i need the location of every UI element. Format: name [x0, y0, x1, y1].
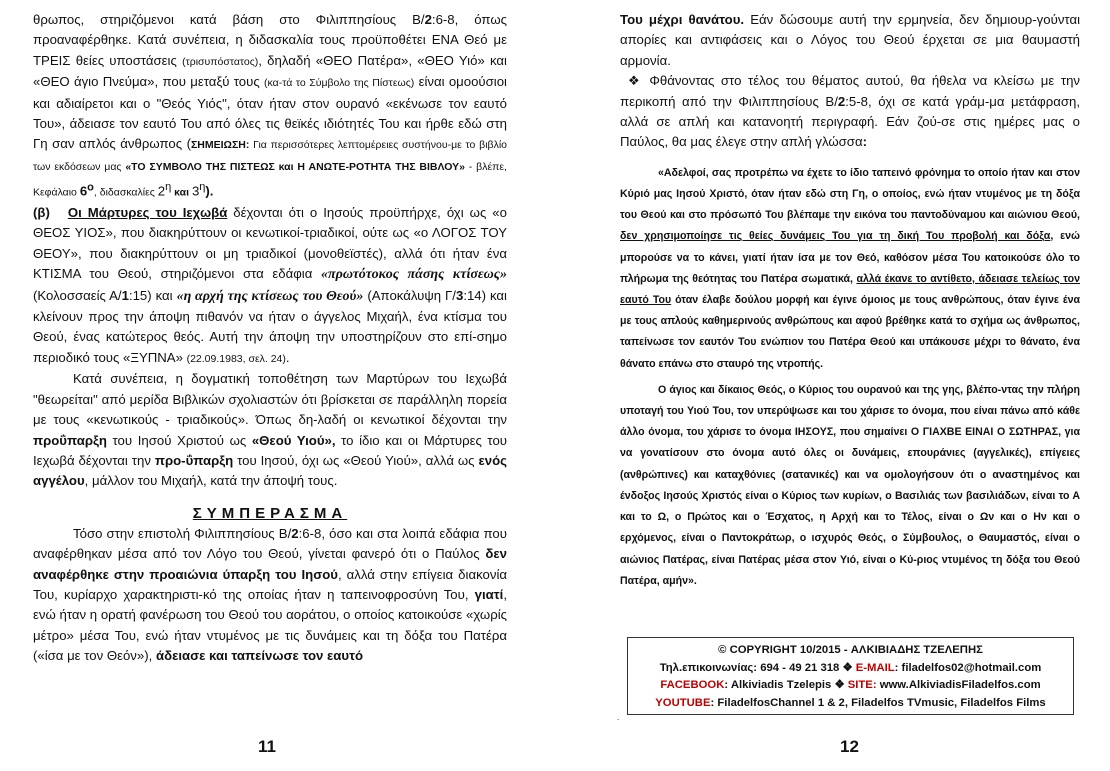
copyright-box — [627, 637, 1074, 715]
contact-line: Τηλ.επικοινωνίας: 694 - 49 21 318 ❖ E-MAIL: filadelfos02@hotmail.com — [659, 661, 1042, 674]
email-link[interactable]: : filadelfos02@hotmail.com — [894, 661, 1042, 674]
paragraph-closing-intro: ❖ Φθάνοντας στο τέλος του θέματος αυτού, θα ήθελα να κλείσω με την περικοπή από την Φιλιππησίους Β/2:5-8, όχι σε κατά γράμ-μα μετάφραση, αλλά σε απλή και κατανοητή περιγραφή. Εάν ζού-σε στις ημέρες μας ο Παύλος, θα μας έλεγε στην απλή γλώσσα: — [620, 73, 1080, 150]
paragraph-jehovah-witnesses: (β) Οι Μάρτυρες του Ιεχωβά δέχονται ότι ο Ιησούς προϋπήρχε, όχι ως «ο ΘΕΟΣ ΥΙΟΣ», που διακηρύττουν οι κενωτικοί-τριαδικοί, ούτε ως «ο ΛΟΓΟΣ ΤΟΥ ΘΕΟΥ», που διακηρύττουν οι μη τριαδικοί (μονοθεϊστές), αλλά ότι ήταν ένα ΚΤΙΣΜΑ του Θεού, στηριζόμενοι στα εδάφια «πρωτότοκος πάσης κτίσεως» (Κολοσσαείς Α/1:15) και «η αρχή της κτίσεως του Θεού» (Αποκάλυψη Γ/3:14) και κλείνουν προς την άποψη πιθανόν να ήταν ο άγγελος Μιχαήλ, ένα κτίσμα του Θεού, ένας κατώτερος θεός. Αυτή την άποψη την υποστηρίζουν στο επί-σημο περιοδικό τους «ΞΥΠΝΑ» (22.09.1983, σελ. 24). — [33, 205, 507, 365]
bullet-icon: ❖ — [628, 73, 643, 89]
page-number-right: 12 — [840, 737, 859, 756]
section-title: Οι Μάρτυρες του Ιεχωβά — [67, 205, 228, 221]
paragraph-trinitarian: θρωπος, στηριζόμενοι κατά βάση στο Φιλιππησίους Β/2:6-8, όπως προαναφέρθηκε. Κατά συνέπεια, η διδασκαλία τους προϋποθέτει ΕΝΑ Θεό με ΤΡΕΙΣ θείες υποστάσεις (τρισυπόστατος), δηλαδή «ΘΕΟ Πατέρα», «ΘΕΟ Υιό» και «ΘΕΟ άγιο Πνεύμα», που μεταξύ τους (κα-τά το Σύμβολο της Πίστεως) είναι ομοούσιοι και αδιαίρετοι και ο "Θεός Υιός", όταν ήταν στον ουρανό «εκένωσε τον εαυτό Του», άδειασε τον εαυτό Του από όλες τις θεϊκές ιδιότητές Του και ήρθε εδώ στη Γη σαν απλός άνθρωπος (ΣΗΜΕΙΩΣΗ: Για περισσότερες λεπτομέρειες συστήνου-με το βιβλίο των εκδόσεων μας «ΤΟ ΣΥΜΒΟΛΟ ΤΗΣ ΠΙΣΤΕΩΣ και Η ΑΝΩΤΕ-ΡΟΤΗΤΑ ΤΗΣ ΒΙΒΛΟΥ» - βλέπε, Κεφάλαιο $6^o$, διδασκαλίες $2^\eta$ και $3^\eta$). — [33, 12, 508, 199]
social-line: FACEBOOK: Alkiviadis Tzelepis ❖ SITE: www.AlkiviadisFiladelfos.com — [660, 679, 1041, 691]
list-label: (β) — [33, 205, 50, 221]
paraphrase-quote — [620, 163, 1080, 592]
conclusion-heading: ΣΥΜΠΕΡΑΣΜΑ — [192, 504, 348, 522]
quote-paragraph-1: «Αδελφοί, σας προτρέπω να έχετε το ίδιο ταπεινό φρόνημα το οποίο ήταν και στον Κύριό μας Ιησού Χριστό, όταν ήταν εδώ στη Γη, ο οποίος, ενώ ήταν ντυμένος με τη δόξα του Θεού και στο πρόσωπό Του βλέπαμε την εικόνα του παντοδύναμου και αιώνιου Θεού, δεν χρησιμοποίησε τις θείες δυνάμεις Του για τη δική Του προβολή και δόξα, ενώ μπορούσε να το κάνει, γιατί ήταν ίσα με τον Θεό, καθόσον μέσα Του κατοικούσε όλο το πλήρωμα της θεότητας του Πατέρα σωματικά, αλλά έκανε το αντίθετο, άδειασε τελείως τον εαυτό Του όταν έλαβε δούλου μορφή και έγινε όμοιος με τους ανθρώπους, όταν έγινε ένα με τους απλούς καθημερινούς ανθρώπους και αφού βρέθηκε κατά το σχήμα ως άνθρωπος, ταπείνωσε τον εαυτόν Του ενώπιον του Πατέρα Θεού και υπάκουσε μέχρι το θάνατο, ένα θάνατο επάνω στο σταυρό της ντροπής. — [620, 166, 1081, 370]
youtube-line: YOUTUBE: FiladelfosChannel 1 & 2, Filadelfos TVmusic, Filadelfos Films — [655, 696, 1046, 709]
note-label: ΣΗΜΕΙΩΣΗ: — [190, 139, 250, 152]
copyright-icon: © — [718, 644, 727, 656]
phone-number[interactable]: 694 - 49 21 318 — [760, 661, 840, 674]
left-column — [33, 10, 507, 667]
stray-dot: . — [617, 713, 620, 722]
youtube-link[interactable]: : FiladelfosChannel 1 & 2, Filadelfos TVmusic, Filadelfos Films — [710, 696, 1046, 709]
quote-paragraph-2: Ο άγιος και δίκαιος Θεός, ο Κύριος του ουρανού και της γης, βλέπο-ντας την πλήρη υποταγή του Υιού Του, τον υπερύψωσε και του χάρισε το όνομα, που είναι πάνω από κάθε άλλο όνομα, του χάρισε το όνομα ΙΗΣΟΥΣ, που σημαίνει Ο ΓΙΑΧΒΕ ΕΙΝΑΙ Ο ΣΩΤΗΡΑΣ, για να γονατίσουν στο όνομα αυτό όλες οι δυνάμεις, επουράνιες (αγγελικές), επίγειες (ανθρώπινες) και καταχθόνιες (σατανικές) και να ομολογήσουν ότι ο αναστημένος και ένδοξος Ιησούς Χριστός είναι ο Κύριος των κυρίων, ο Βασιλιάς των βασιλιάδων, είναι το Α και το Ω, ο Πρώτος και ο Έσχατος, η Αρχή και το Τέλος, είναι ο Ων και ο Ην και ο ερχόμενος, είναι ο Παντοκράτωρ, ο ισχυρός Θεός, ο Σύμβουλος, ο Θαυμαστός, είναι ο αιώνιος Πατέρας, είναι Πατέρας μέσα στον Υιό, είναι ο Κύ-ριος ντυμένος τη δόξα του Θεού Πατέρα, αμήν». — [620, 383, 1080, 587]
book-title: «ΤΟ ΣΥΜΒΟΛΟ ΤΗΣ ΠΙΣΤΕΩΣ και Η ΑΝΩΤΕ-ΡΟΤΗΤΑ ΤΗΣ ΒΙΒΛΟΥ» — [125, 160, 465, 173]
facebook-link[interactable]: : Alkiviadis Tzelepis — [724, 679, 832, 691]
paragraph-consequence: Κατά συνέπεια, η δογματική τοποθέτηση των Μαρτύρων του Ιεχωβά "θεωρείται" από μερίδα Βιβλικών σχολιαστών ότι βρίσκεται σε παράλληλη πορεία με τους «κενωτικούς - τριαδικούς». Όπως δη-λαδή οι κενωτικοί δέχονται την προΰπαρξη του Ιησού Χριστού ως «Θεού Υιού», το ίδιο και οι Μάρτυρες του Ιεχωβά δέχονται την προ-ΰπαρξη του Ιησού, όχι ως «Θεού Υιού», αλλά ως ενός αγγέλου, μάλλον του Μιχαήλ, κατά την άποψή τους. — [33, 371, 507, 489]
page-number-left: 11 — [258, 737, 276, 756]
paragraph-conclusion: Τόσο στην επιστολή Φιλιππησίους Β/2:6-8, όσο και στα λοιπά εδάφια που αναφέρθηκαν μέσα από τον Λόγο του Θεού, γίνεται φανερό ότι ο Παύλος δεν αναφέρθηκε στην προαιώνια ύπαρξη του Ιησού, αλλά στην επίγεια διακονία Του, κυρίαρχο χαρακτηριστι-κό της οποίας ήταν η ταπεινοφροσύνη Του, γιατί, ενώ ήταν η ορατή φανέρωση του Θεού του αοράτου, ο οποίος κατοικούσε «χωρίς μέτρο» μέσα Του, ενώ ήταν ντυμένος με τις δυνάμεις και τη δόξα του Πατέρα («ίσα με τον Θεόν»), άδειασε και ταπείνωσε τον εαυτό — [33, 525, 507, 664]
paragraph-continuation: Του μέχρι θανάτου. Εάν δώσουμε αυτή την ερμηνεία, δεν δημιουρ-γούνται απορίες και αντιφάσεις και ο Λόγος του Θεού έρχεται σε μια θαυμαστή αρμονία. — [620, 12, 1080, 68]
copyright-line: © COPYRIGHT 10/2015 - ΑΛΚΙΒΙΑΔΗΣ ΤΖΕΛΕΠΗΣ — [718, 644, 983, 656]
site-link[interactable]: www.AlkiviadisFiladelfos.com — [876, 679, 1041, 691]
right-column — [620, 10, 1080, 592]
